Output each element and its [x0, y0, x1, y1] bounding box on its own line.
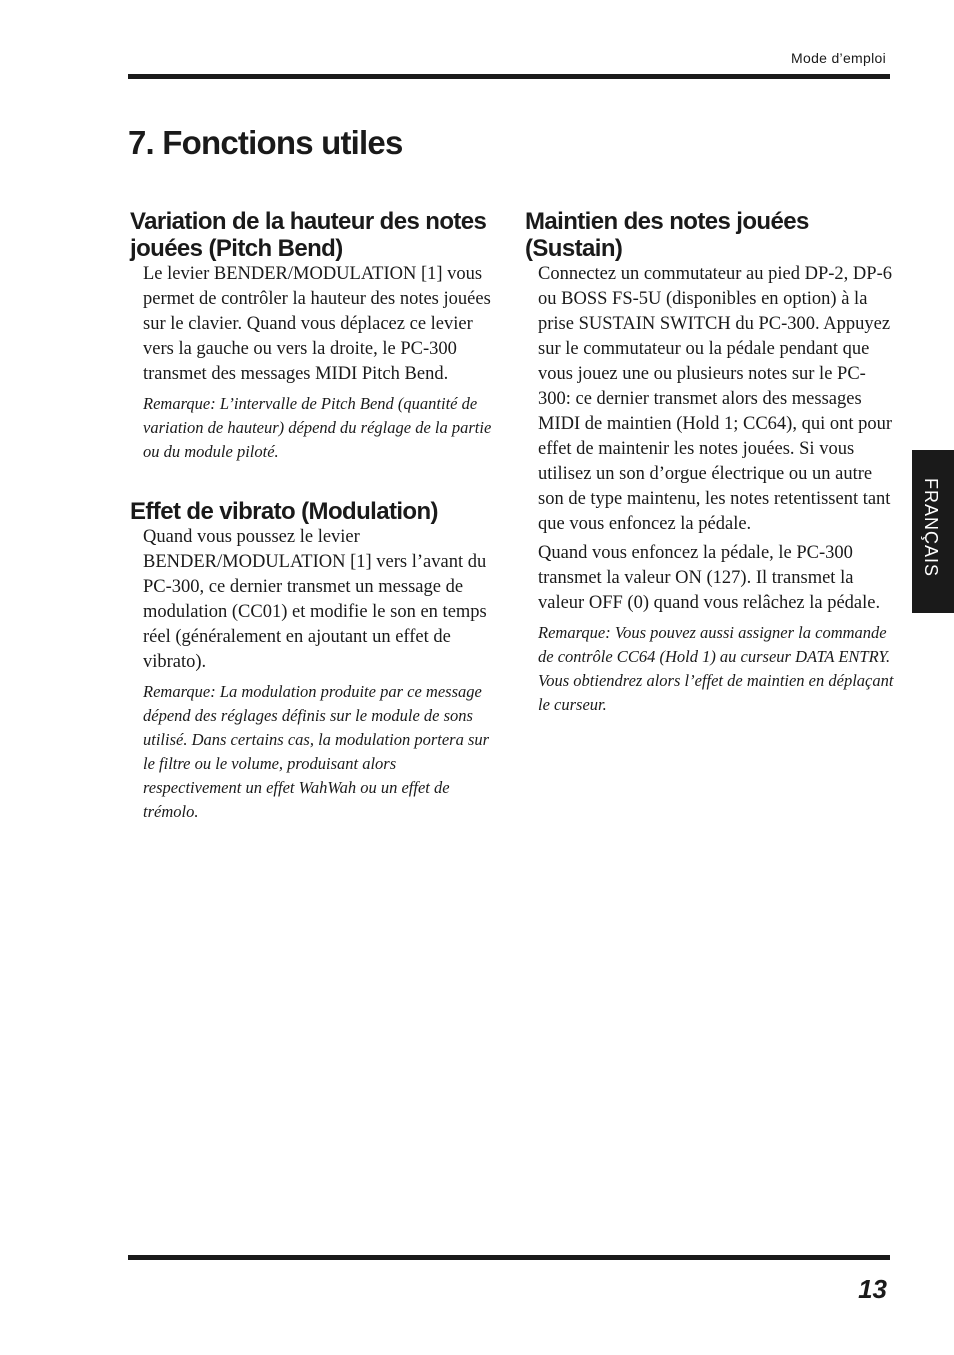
section-heading-pitch-bend: Variation de la hauteur des notes jouées (Pitch Bend) [130, 208, 487, 262]
sustain-body: Connectez un commutateur au pied DP-2, DP-6 ou BOSS FS-5U (disponibles en option) à la prise SUSTAIN SWITCH du PC-300. Appuyez sur le commutateur ou la pédale pendant que vous jouez une ou plusieurs notes sur le PC-300: ce dernier transmet alors des messages MIDI de maintien (Hold 1; CC64), qui ont pour effet de maintenir les notes jouées. Si vous utilisez un son d’orgue électrique ou un autre son de type maintenu, les notes retentissent tant que vous enfoncez la pédale. [538, 264, 893, 534]
page-number: 13 [858, 1274, 887, 1304]
footer-rule [128, 1255, 890, 1260]
pitch-bend-body: Le levier BENDER/MODULATION [1] vous permet de contrôler la hauteur des notes jouées sur le clavier. Quand vous déplacez ce levier vers la gauche ou vers la droite, le PC-300 transmet des messages MIDI Pitch Bend. [143, 264, 491, 384]
section-heading-modulation: Effet de vibrato (Modulation) [130, 498, 438, 525]
left-column [130, 208, 495, 824]
section-heading-sustain: Maintien des notes jouées (Sustain) [525, 208, 809, 262]
modulation-note: Remarque: La modulation produite par ce message dépend des réglages définis sur le module de sons utilisé. Dans certains cas, la modulation portera sur le filtre ou le volume, produisant alors respectivement un effet WahWah ou un effet de trémolo. [143, 682, 490, 821]
right-column [525, 208, 895, 717]
pitch-bend-note: Remarque: L’intervalle de Pitch Bend (quantité de variation de hauteur) dépend du réglage de la partie ou du module piloté. [143, 394, 492, 461]
language-tab-label: FRANÇAIS [921, 478, 941, 578]
sustain-note: Remarque: Vous pouvez aussi assigner la commande de contrôle CC64 (Hold 1) au curseur DATA ENTRY. Vous obtiendrez alors l’effet de maintien en déplaçant le curseur. [538, 623, 894, 714]
chapter-title: 7. Fonctions utiles [128, 124, 403, 161]
header-rule [128, 74, 890, 79]
running-header: Mode d’emploi [791, 50, 886, 66]
modulation-body: Quand vous poussez le levier BENDER/MODULATION [1] vers l’avant du PC-300, ce dernier transmet un message de modulation (CC01) et modifie le son en temps réel (généralement en ajoutant un effet de vibrato). [143, 527, 487, 672]
language-tab [912, 450, 954, 613]
sustain-body-2: Quand vous enfoncez la pédale, le PC-300 transmet la valeur ON (127). Il transmet la valeur OFF (0) quand vous relâchez la pédale. [538, 543, 881, 613]
